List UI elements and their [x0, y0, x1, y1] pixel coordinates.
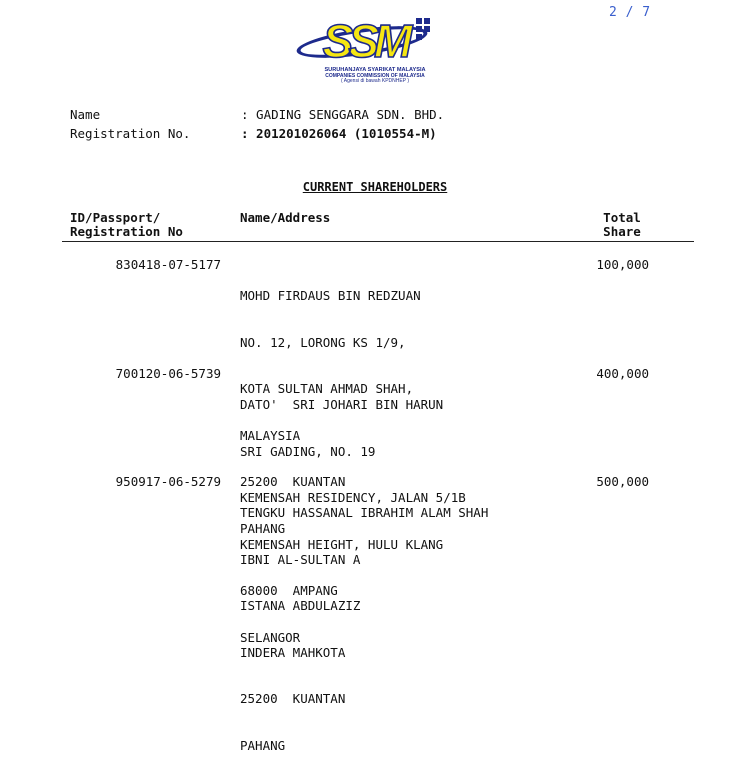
shareholder-id: 700120-06-5739: [115, 366, 221, 381]
address-line: 68000 AMPANG: [240, 583, 338, 598]
logo-caption-line1: SURUHANJAYA SYARIKAT MALAYSIA: [324, 67, 426, 73]
header-name: Name/Address: [240, 210, 331, 225]
page-indicator: 2 / 7: [609, 5, 651, 20]
shareholder-total-share: 500,000: [596, 474, 649, 489]
shareholder-id: 830418-07-5177: [115, 257, 221, 272]
svg-text:SSM: SSM: [322, 15, 408, 67]
header-total-share: Total Share: [603, 210, 641, 239]
section-title: CURRENT SHAREHOLDERS: [302, 180, 448, 194]
address-line: SELANGOR: [240, 629, 301, 645]
logo-caption-line2: COMPANIES COMMISSION OF MALAYSIA: [325, 72, 425, 79]
address-line: PAHANG: [240, 737, 286, 753]
address-line: NO. 12, LORONG KS 1/9,: [240, 334, 406, 350]
address-line: INDERA MAHKOTA: [240, 644, 346, 660]
shareholder-total-share: 400,000: [596, 366, 649, 381]
address-line: KOTA SULTAN AHMAD SHAH,: [240, 381, 414, 396]
logo-caption-line3: ( Agensi di bawah KPDNHEP ): [341, 78, 409, 85]
address-line: MALAYSIA: [240, 427, 301, 443]
header-divider: [62, 241, 694, 242]
address-line: 25200 KUANTAN: [240, 691, 346, 706]
address-line: DATO' SRI JOHARI BIN HARUN: [240, 397, 444, 412]
registration-label: Registration No.: [70, 126, 191, 141]
address-line: KEMENSAH HEIGHT, HULU KLANG: [240, 536, 444, 552]
shareholder-id: 950917-06-5279: [115, 474, 221, 489]
table-header: [0, 211, 750, 242]
address-line: MOHD FIRDAUS BIN REDZUAN: [240, 288, 421, 303]
header-id: ID/Passport/ Registration No: [70, 210, 183, 239]
address-line: SRI GADING, NO. 19: [240, 443, 376, 459]
logo-caption: [290, 68, 460, 84]
address-line: PAHANG: [240, 520, 286, 536]
ssm-logo-mark: [290, 8, 460, 70]
shareholder-address: [240, 474, 488, 784]
registration-value: : 201201026064 (1010554-M): [241, 126, 437, 141]
company-name-value: : GADING SENGGARA SDN. BHD.: [241, 107, 445, 122]
address-line: IBNI AL-SULTAN A: [240, 551, 361, 567]
address-line: 25200 KUANTAN: [240, 474, 346, 489]
company-name-label: Name: [70, 107, 101, 122]
shareholder-total-share: 100,000: [596, 257, 649, 272]
address-line: TENGKU HASSANAL IBRAHIM ALAM SHAH: [240, 505, 489, 520]
address-line: KEMENSAH RESIDENCY, JALAN 5/1B: [240, 490, 466, 505]
address-line: ISTANA ABDULAZIZ: [240, 598, 361, 613]
ssm-logo: [290, 8, 460, 98]
